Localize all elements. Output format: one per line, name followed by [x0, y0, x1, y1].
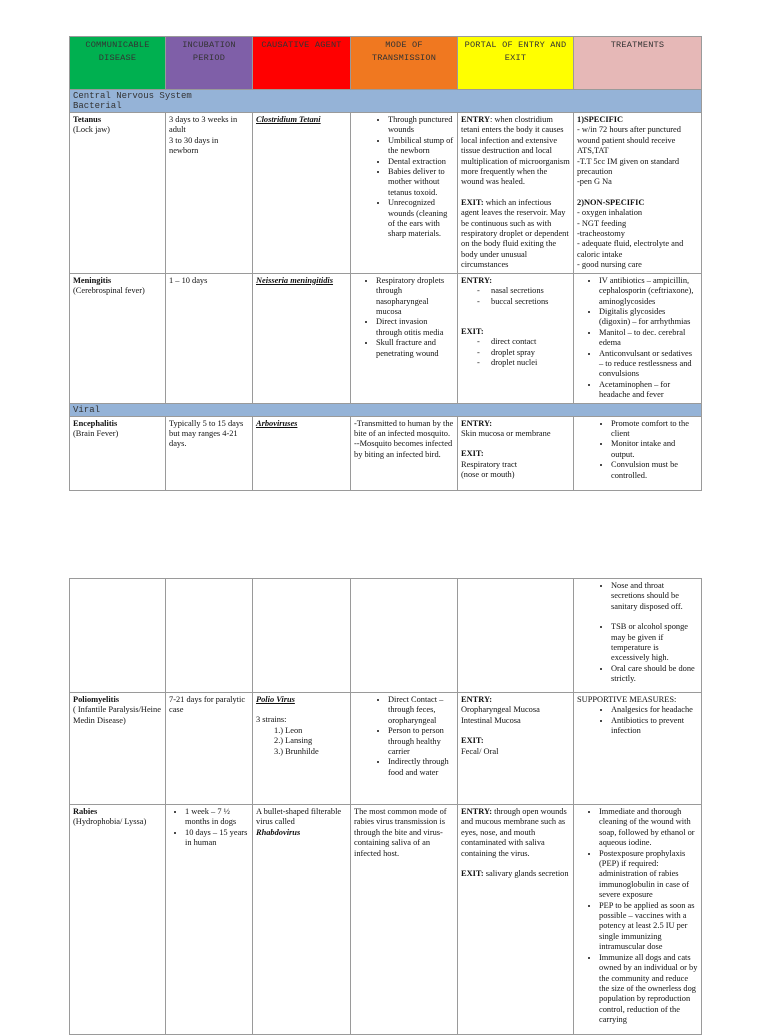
empty-cell	[458, 579, 574, 693]
header-row	[70, 37, 702, 90]
list-item: - droplet spray	[491, 348, 570, 358]
exit-text: which an infectious agent leaves the reservoir. May be continuous such as with respiratory droplet or dependent on the body fluid exiting the body under unusual circumstances	[461, 197, 569, 270]
disease-cell	[70, 693, 166, 805]
entry-paragraph	[461, 115, 570, 188]
list-item: • Umbilical stump of the newborn	[388, 136, 454, 157]
treatment-line: -T.T 5cc IM given on standard precaution	[577, 156, 680, 177]
mode-cell	[351, 805, 458, 1035]
mode-cell	[351, 273, 458, 403]
list-item: • PEP to be applied as soon as possible – vaccines with a potency at least 2.5 IU per single immunizing intramuscular dose	[599, 901, 698, 953]
treatment-cell	[574, 113, 702, 274]
list-item: • Indirectly through food and water	[388, 757, 454, 778]
disease-alias: (Lock jaw)	[73, 125, 110, 135]
exit-label: EXIT:	[461, 197, 484, 207]
treatment-list	[577, 807, 698, 1026]
disease-name: Encephalitis	[73, 418, 118, 428]
list-item: • Analgesics for headache	[611, 705, 698, 715]
entry-text: through open wounds and mucous membrane such as eyes, nose, and mouth contaminated with saliva containing the virus.	[461, 807, 567, 858]
list-item: • Oral care should be done strictly.	[611, 664, 698, 685]
treatment-line: - oxygen inhalation	[577, 208, 643, 218]
strains-label: 3 strains:	[256, 715, 287, 725]
disease-alias: (Brain Fever)	[73, 428, 119, 438]
treatment-line: - adequate fluid, electrolyte and caloric intake	[577, 239, 684, 259]
section-row-cns	[70, 90, 702, 113]
agent-cell	[253, 273, 351, 403]
exit-paragraph	[461, 869, 570, 879]
disease-cell	[70, 416, 166, 490]
list-item: 3.) Brunhilde	[274, 746, 319, 756]
mode-text: --Mosquito becomes infected by biting an infected bird.	[354, 439, 453, 459]
list-item: • Digitalis glycosides (digoxin) – for arrhythmias	[599, 307, 698, 328]
causative-agent: Polio Virus	[256, 695, 295, 704]
list-item: - direct contact	[491, 337, 570, 347]
portal-cell	[458, 805, 574, 1035]
exit-label: EXIT:	[461, 736, 484, 746]
list-item: • Postexposure prophylaxis (PEP) if required: administration of rabies immunoglobulin in case of severe exposure	[599, 849, 698, 901]
incubation-text: 1 – 10 days	[169, 275, 208, 285]
list-item: • 10 days – 15 years in human	[185, 828, 249, 849]
table-row	[70, 273, 702, 403]
treatment-cell	[574, 416, 702, 490]
list-item: • Respiratory droplets through nasopharyngeal mucosa	[376, 276, 454, 318]
agent-cell	[253, 416, 351, 490]
causative-agent: Arboviruses	[256, 418, 298, 428]
header-disease: COMMUNICABLE DISEASE	[70, 37, 166, 90]
list-item: • TSB or alcohol sponge may be given if temperature is excessively high.	[611, 622, 698, 664]
exit-label: EXIT:	[461, 869, 484, 879]
list-item: • Nose and throat secretions should be sanitary disposed off.	[611, 581, 698, 612]
list-item: • Direct Contact – through feces, oropharyngeal	[388, 695, 454, 726]
specific-label: 1)SPECIFIC	[577, 115, 624, 124]
list-item: • Through punctured wounds	[388, 115, 454, 136]
section-row-viral	[70, 403, 702, 416]
treatment-line: - good nursing care	[577, 260, 642, 270]
disease-cell	[70, 805, 166, 1035]
list-item: - nasal secretions	[491, 286, 570, 296]
table-row	[70, 579, 702, 693]
table-row	[70, 805, 702, 1035]
entry-text: Skin mucosa or membrane	[461, 428, 551, 438]
list-item: • Convulsion must be controlled.	[611, 460, 698, 481]
exit-text: Fecal/ Oral	[461, 746, 499, 756]
exit-text: Respiratory tract	[461, 459, 518, 469]
treatment-cell	[574, 579, 702, 693]
entry-label: ENTRY	[461, 115, 491, 124]
section-bacterial: Bacterial	[73, 101, 122, 111]
list-item: • Antibiotics to prevent infection	[611, 716, 698, 737]
table-row	[70, 416, 702, 490]
incubation-text: Typically 5 to 15 days but may ranges 4-21 days.	[169, 418, 244, 449]
list-item: • 1 week – 7 ½ months in dogs	[185, 807, 249, 828]
header-incubation: INCUBATION PERIOD	[166, 37, 253, 90]
empty-cell	[351, 579, 458, 693]
agent-cell	[253, 113, 351, 274]
list-item: • Dental extraction	[388, 157, 454, 167]
entry-paragraph	[461, 807, 570, 859]
disease-alias: (Cerebrospinal fever)	[73, 286, 145, 296]
entry-label: ENTRY:	[461, 275, 493, 285]
portal-cell	[458, 113, 574, 274]
mode-cell	[351, 693, 458, 805]
entry-list	[461, 286, 570, 307]
mode-text: The most common mode of rabies virus transmission is through the bite and virus-containing saliva of an infected host.	[354, 807, 447, 858]
mode-cell	[351, 416, 458, 490]
disease-table-part-1	[69, 36, 702, 491]
header-mode: MODE OF TRANSMISSION	[351, 37, 458, 90]
portal-cell	[458, 273, 574, 403]
disease-table-part-2	[69, 578, 702, 1035]
empty-cell	[166, 579, 253, 693]
agent-description: A bullet-shaped filterable virus called	[256, 807, 342, 827]
list-item: • Skull fracture and penetrating wound	[376, 338, 454, 359]
incubation-cell	[166, 805, 253, 1035]
portal-cell	[458, 416, 574, 490]
incubation-cell	[166, 416, 253, 490]
entry-label: ENTRY:	[461, 695, 493, 704]
treatment-list	[577, 581, 698, 685]
list-item: 2.) Lansing	[274, 736, 313, 746]
treatment-line: -tracheostomy	[577, 229, 625, 239]
treatment-list	[577, 419, 698, 481]
strains-list	[256, 726, 347, 757]
list-item: - droplet nuclei	[491, 358, 570, 368]
treatment-cell	[574, 273, 702, 403]
exit-list	[461, 337, 570, 368]
list-item: • Direct invasion through otitis media	[376, 317, 454, 338]
list-item: • Unrecognized wounds (cleaning of the ears with sharp materials.	[388, 198, 454, 240]
agent-cell	[253, 805, 351, 1035]
mode-text: -Transmitted to human by the bite of an infected mosquito.	[354, 418, 454, 438]
treatment-line: -pen G Na	[577, 177, 612, 187]
exit-label: EXIT:	[461, 326, 484, 336]
incubation-cell	[166, 693, 253, 805]
exit-paragraph	[461, 198, 570, 271]
disease-cell	[70, 273, 166, 403]
portal-cell	[458, 693, 574, 805]
causative-agent: Neisseria meningitidis	[256, 275, 334, 285]
list-item: • Babies deliver to mother without tetanus toxoid.	[388, 167, 454, 198]
causative-agent: Clostridium Tetani	[256, 115, 321, 124]
empty-cell	[253, 579, 351, 693]
causative-agent: Rhabdovirus	[256, 827, 301, 837]
mode-cell	[351, 113, 458, 274]
disease-alias: ( Infantile Paralysis/Heine Medin Disease)	[73, 705, 161, 725]
incubation-list	[169, 807, 249, 849]
exit-label: EXIT:	[461, 449, 484, 459]
incubation-cell	[166, 273, 253, 403]
list-item: • Person to person through healthy carrier	[388, 726, 454, 757]
nonspecific-label: 2)NON-SPECIFIC	[577, 197, 645, 207]
supportive-label: SUPPORTIVE MEASURES:	[577, 695, 677, 704]
list-item: • Monitor intake and output.	[611, 439, 698, 460]
mode-list	[354, 695, 454, 778]
exit-text: salivary glands secretion	[483, 869, 569, 879]
list-item: • Promote comfort to the client	[611, 419, 698, 440]
table-row	[70, 113, 702, 274]
disease-name: Poliomyelitis	[73, 695, 120, 704]
list-item: • IV antibiotics – ampicillin, cephalosporin (ceftriaxone), aminoglycosides	[599, 276, 698, 307]
list-item: • Acetaminophen – for headache and fever	[599, 380, 698, 401]
disease-alias: (Hydrophobia/ Lyssa)	[73, 817, 147, 827]
list-item: 1.) Leon	[274, 725, 303, 735]
header-treatments: TREATMENTS	[574, 37, 702, 90]
treatment-list	[577, 276, 698, 401]
treatment-list	[577, 705, 698, 736]
list-item: • Immediate and thorough cleaning of the wound with soap, followed by ethanol or aqueous iodine.	[599, 807, 698, 849]
mode-list	[354, 276, 454, 359]
treatment-line: - NGT feeding	[577, 218, 627, 228]
disease-name: Meningitis	[73, 275, 112, 285]
entry-text: Intestinal Mucosa	[461, 715, 521, 725]
agent-cell	[253, 693, 351, 805]
incubation-text: 7-21 days for paralytic case	[169, 695, 246, 715]
entry-text: Oropharyngeal Mucosa	[461, 705, 540, 715]
header-agent: CAUSATIVE AGENT	[253, 37, 351, 90]
exit-text: (nose or mouth)	[461, 470, 515, 480]
incubation-text: 3 days to 3 weeks in adult	[169, 115, 238, 135]
treatment-cell	[574, 693, 702, 805]
mode-list	[354, 115, 454, 240]
section-viral: Viral	[70, 403, 702, 416]
entry-label: ENTRY:	[461, 807, 493, 816]
list-item: - buccal secretions	[491, 297, 570, 307]
entry-text: : when clostridium tetani enters the body it causes local infection and extensive tissue destruction and local multiplication of microorganism more frequently when the wound was healed.	[461, 115, 570, 187]
incubation-cell	[166, 113, 253, 274]
treatment-cell	[574, 805, 702, 1035]
list-item: • Immunize all dogs and cats owned by an individual or by the community and reduce the size of the ownerless dog population by reproduction control, reduction of the carrying	[599, 953, 698, 1026]
entry-label: ENTRY:	[461, 418, 493, 428]
treatment-line: - w/in 72 hours after punctured wound patient should receive ATS,TAT	[577, 125, 681, 156]
section-cns: Central Nervous System	[73, 91, 192, 101]
section-label	[70, 90, 702, 113]
disease-cell	[70, 113, 166, 274]
empty-cell	[70, 579, 166, 693]
table-row	[70, 693, 702, 805]
disease-name: Tetanus	[73, 115, 102, 124]
incubation-text: 3 to 30 days in newborn	[169, 135, 219, 156]
disease-name: Rabies	[73, 807, 98, 816]
list-item: • Anticonvulsant or sedatives – to reduce restlessness and convulsions	[599, 349, 698, 380]
header-portal: PORTAL OF ENTRY AND EXIT	[458, 37, 574, 90]
list-item: • Manitol – to dec. cerebral edema	[599, 328, 698, 349]
